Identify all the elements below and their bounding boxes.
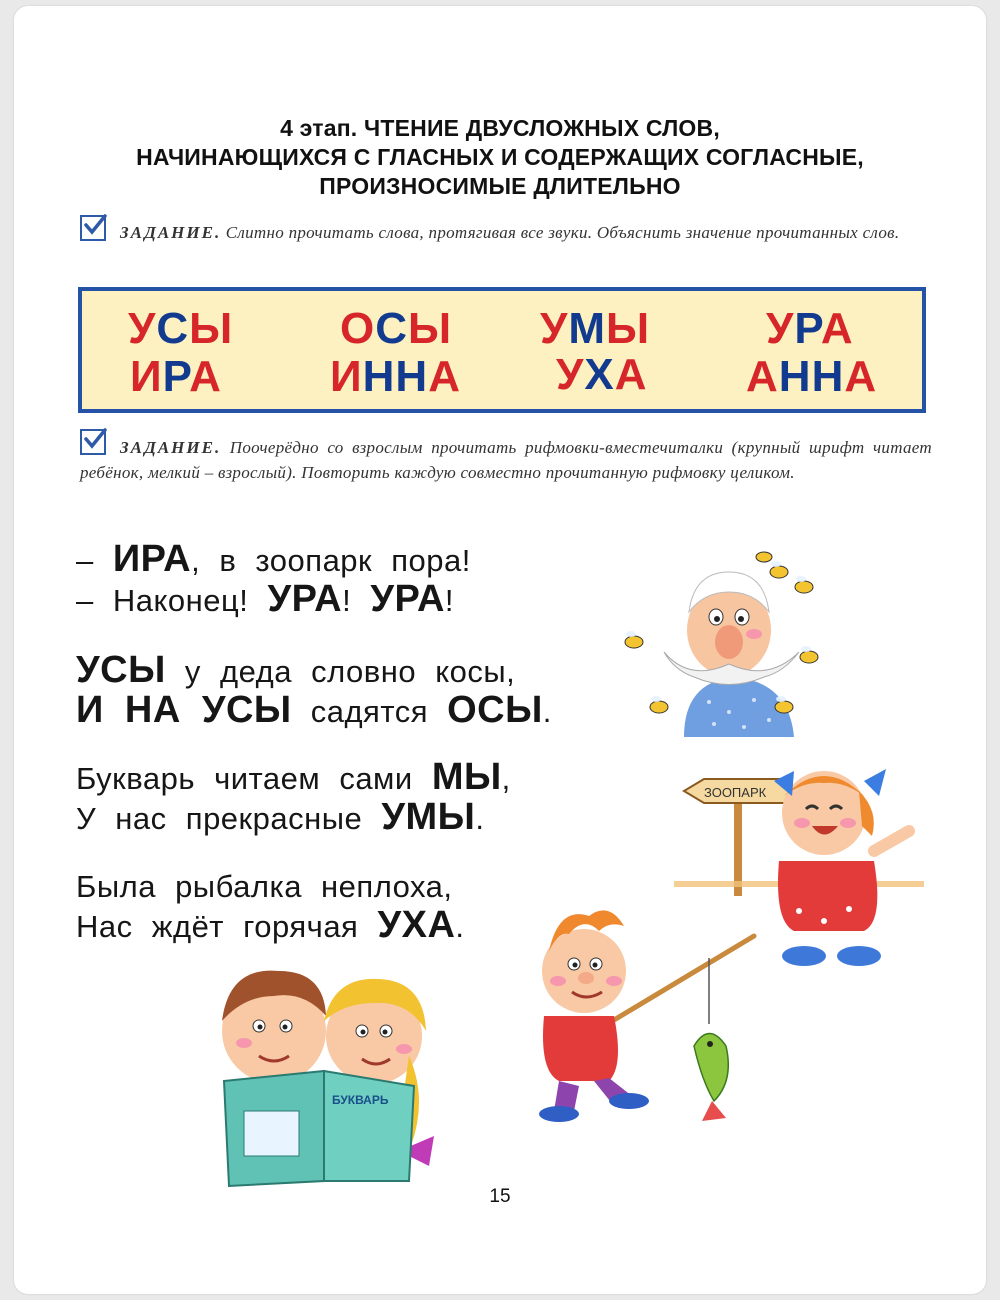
word-letter: Н (811, 352, 845, 401)
word-osy: ОСЫ (340, 304, 453, 353)
word-letter: Н (778, 352, 812, 401)
word-letter: А (820, 304, 854, 353)
word-letter: А (428, 352, 461, 401)
word-ura: УРА (766, 304, 854, 353)
poem-3 (76, 758, 511, 838)
word-letter: М (568, 304, 607, 353)
word-letter: А (614, 350, 648, 399)
poem-4-line-1: Была рыбалка неплоха, (76, 869, 453, 904)
poem-3-line-2: У нас прекрасные УМЫ. (76, 796, 485, 838)
word-letter: А (844, 352, 878, 401)
poem-2-line-2: И НА УСЫ садятся ОСЫ. (76, 689, 552, 731)
task-1-lead: ЗАДАНИЕ. (120, 223, 222, 242)
task-1-text: Слитно прочитать слова, протягивая все звуки. Объяснить значение прочитанных слов. (221, 223, 900, 242)
poem-4-line-2: Нас ждёт горячая УХА. (76, 904, 465, 946)
word-letter: Р (794, 304, 821, 353)
word-letter: А (189, 352, 222, 401)
word-letter: Н (395, 352, 429, 401)
poem-3-line-1: Букварь читаем сами МЫ, (76, 756, 511, 798)
task-2 (80, 435, 932, 485)
section-heading (14, 114, 986, 201)
poem-1 (76, 540, 471, 620)
heading-line-1: 4 этап. ЧТЕНИЕ ДВУСЛОЖНЫХ СЛОВ, (280, 115, 720, 141)
word-usy: УСЫ (128, 304, 234, 353)
word-inna: ИННА (330, 352, 461, 401)
book-page (14, 6, 986, 1294)
grandpa-with-bees-illustration (604, 542, 844, 737)
word-letter: С (156, 304, 190, 353)
poem-1-line-1: – ИРА, в зоопарк пора! (76, 538, 471, 580)
poem-1-line-2: – Наконец! УРА! УРА! (76, 578, 455, 620)
word-uha: УХА (556, 350, 648, 399)
heading-line-2: НАЧИНАЮЩИХСЯ С ГЛАСНЫХ И СОДЕРЖАЩИХ СОГЛАСНЫЕ, (136, 144, 864, 170)
word-letter: Н (362, 352, 396, 401)
zoo-sign-label: ЗООПАРК (704, 785, 767, 800)
word-letter: Ы (606, 304, 651, 353)
children-with-book-illustration (204, 961, 464, 1191)
word-anna: АННА (746, 352, 878, 401)
word-box (78, 287, 926, 413)
task-1 (80, 220, 932, 245)
book-cover-label: БУКВАРЬ (332, 1093, 389, 1107)
word-umy: УМЫ (540, 304, 651, 353)
heading-line-3: ПРОИЗНОСИМЫЕ ДЛИТЕЛЬНО (319, 173, 681, 199)
boy-fishing-illustration (514, 896, 804, 1126)
word-letter: С (375, 304, 409, 353)
word-letter: Х (584, 350, 615, 399)
word-ira: ИРА (130, 352, 222, 401)
page-number: 15 (489, 1186, 511, 1207)
task-2-text: Поочерёдно со взрослым прочитать рифмовки-вместечиталки (крупный шрифт читает ребёнок, мелкий – взрослый). Повторить каждую совместно прочитанную рифмовку целиком. (80, 438, 932, 482)
word-letter: Ы (408, 304, 453, 353)
poem-2-line-1: УСЫ у деда словно косы, (76, 649, 516, 691)
word-letter: Р (162, 352, 190, 401)
word-letter: Ы (189, 304, 234, 353)
poem-4 (76, 868, 465, 946)
task-2-lead: ЗАДАНИЕ. (120, 438, 222, 457)
poem-2 (76, 651, 552, 731)
